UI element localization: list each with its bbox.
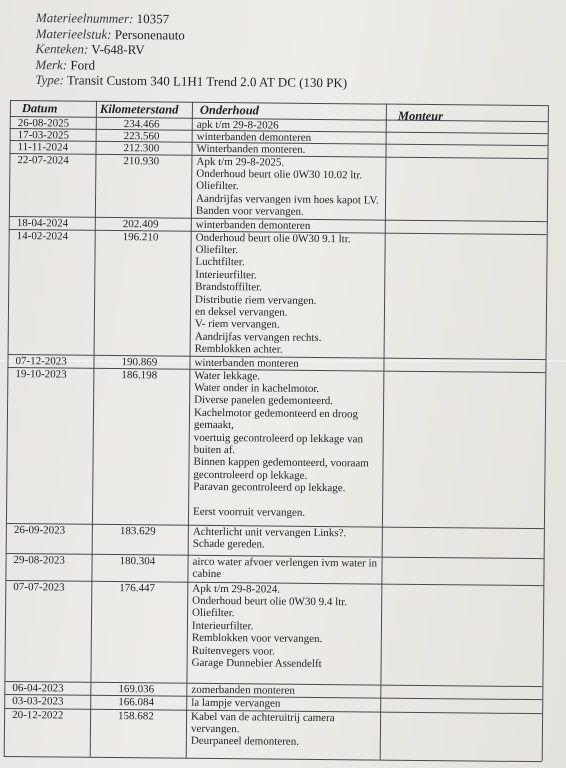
row-km: 176.447 bbox=[119, 581, 156, 594]
description-line: cabine bbox=[192, 567, 222, 580]
description-line: voertuig gecontroleerd op lekkage van bbox=[193, 431, 364, 445]
description-line: airco water afvoer verlengen ivm water in bbox=[192, 555, 378, 570]
row-description bbox=[192, 582, 348, 670]
row-date: 06-04-2023 bbox=[12, 681, 64, 695]
row-km: 186.198 bbox=[121, 368, 158, 381]
description-line: Onderhoud beurt olie 0W30 10.02 ltr. bbox=[196, 167, 363, 182]
row-date: 18-04-2024 bbox=[16, 216, 69, 230]
description-line: Water lekkage. bbox=[194, 369, 261, 382]
row-date: 07-07-2023 bbox=[13, 580, 65, 594]
header-kilometerstand: Kilometerstand bbox=[99, 101, 179, 117]
row-km: 212.300 bbox=[123, 141, 160, 154]
merk-label: Merk: bbox=[35, 56, 68, 73]
materieelnummer-label: Materieelnummer: bbox=[35, 10, 134, 27]
row-km: 223.560 bbox=[123, 129, 160, 142]
row-description bbox=[191, 710, 335, 749]
row-date: 11-11-2024 bbox=[17, 140, 69, 154]
description-line: winterbanden monteren bbox=[194, 356, 299, 370]
row-km: 180.304 bbox=[119, 554, 156, 567]
row-date: 19-10-2023 bbox=[15, 367, 67, 381]
row-km: 166.084 bbox=[118, 695, 155, 708]
row-description bbox=[193, 369, 370, 520]
description-line: gemaakt, bbox=[193, 418, 234, 432]
row-description bbox=[196, 218, 311, 232]
description-line: Winterbanden monteren. bbox=[196, 142, 306, 156]
materieelstuk-value: Personenauto bbox=[114, 26, 185, 43]
description-line: Binnen kappen gedemonteerd, vooraam bbox=[193, 456, 369, 470]
row-date: 22-07-2024 bbox=[17, 153, 69, 167]
kenteken-value: V-648-RV bbox=[91, 41, 145, 58]
table-rule bbox=[4, 756, 542, 762]
row-km: 169.036 bbox=[118, 682, 155, 695]
row-date: 14-02-2024 bbox=[16, 229, 69, 243]
description-line: Water onder in kachelmotor. bbox=[194, 381, 320, 395]
row-date: 20-12-2022 bbox=[12, 708, 64, 722]
row-description bbox=[195, 231, 351, 357]
description-line: la lampje vervangen bbox=[191, 696, 281, 710]
row-km: 183.629 bbox=[119, 524, 156, 537]
description-line: Schade gereden. bbox=[192, 537, 265, 551]
description-line: Deurpaneel demonteren. bbox=[190, 735, 300, 749]
description-line: Garage Dunnebier Assendelft bbox=[191, 656, 322, 670]
description-line: Diverse panelen gedemonteerd. bbox=[194, 394, 334, 408]
kenteken-label: Kenteken: bbox=[35, 41, 89, 57]
table-rule bbox=[380, 104, 387, 760]
description-line: Interieurfilter. bbox=[195, 268, 257, 282]
description-line: Distributie riem vervangen. bbox=[195, 293, 317, 307]
description-line: Oliefilter. bbox=[195, 243, 239, 257]
description-line: vervangen. bbox=[190, 722, 240, 736]
description-line: Interieurfilter. bbox=[191, 619, 254, 633]
row-km: 190.869 bbox=[121, 355, 158, 368]
description-line: Aandrijfas vervangen rechts. bbox=[194, 330, 322, 344]
row-date: 07-12-2023 bbox=[15, 354, 67, 368]
description-line: Banden voor vervangen. bbox=[195, 204, 304, 218]
description-line: Oliefilter. bbox=[192, 607, 235, 620]
row-description bbox=[196, 155, 379, 219]
description-line: Luchtfilter. bbox=[195, 256, 245, 269]
description-line: Oliefilter. bbox=[196, 180, 239, 193]
description-line: Ruitenvegers voor. bbox=[191, 644, 275, 658]
description-line: winterbanden demonteren bbox=[196, 130, 312, 144]
header-datum: Datum bbox=[21, 101, 58, 116]
description-line: Paravan gecontroleerd op lekkage. bbox=[193, 480, 346, 495]
table-rule bbox=[4, 100, 11, 756]
row-description bbox=[193, 525, 347, 551]
row-km: 234.466 bbox=[123, 117, 160, 130]
type-value: Transit Custom 340 L1H1 Trend 2.0 AT DC (130 PK) bbox=[66, 72, 348, 91]
description-line: zomerbanden monteren bbox=[191, 683, 295, 697]
description-line: buiten af. bbox=[193, 443, 236, 457]
type-label: Type: bbox=[35, 72, 64, 88]
row-date: 17-03-2025 bbox=[17, 128, 70, 142]
row-km: 158.682 bbox=[118, 709, 154, 722]
row-description bbox=[192, 555, 377, 582]
row-km: 202.409 bbox=[122, 217, 159, 230]
row-description bbox=[191, 696, 280, 709]
description-line: gecontroleerd op lekkage. bbox=[193, 468, 308, 482]
row-date: 26-08-2025 bbox=[17, 116, 70, 130]
header-monteur: Monteur bbox=[397, 108, 444, 124]
description-line: V- riem vervangen. bbox=[194, 318, 280, 331]
description-line: winterbanden demonteren bbox=[195, 218, 311, 232]
row-date: 03-03-2023 bbox=[12, 694, 64, 708]
row-description bbox=[196, 142, 305, 155]
row-km: 196.210 bbox=[122, 230, 159, 243]
table-rule bbox=[10, 100, 548, 106]
description-line: Aandrijfas vervangen ivm hoes kapot LV. bbox=[196, 192, 379, 207]
description-line: Kachelmotor gedemonteerd en droog bbox=[193, 406, 359, 421]
row-km: 210.930 bbox=[123, 154, 160, 167]
description-line: Achterlicht unit vervangen Links?. bbox=[192, 525, 347, 539]
description-line: Onderhoud beurt olie 0W30 9.4 ltr. bbox=[192, 594, 348, 609]
table-rule bbox=[542, 105, 549, 761]
description-line: Apk t/m 29-8-2024. bbox=[192, 582, 281, 596]
description-line: Apk t/m 29-8-2025. bbox=[196, 155, 285, 169]
description-line: Remblokken achter. bbox=[194, 342, 283, 356]
description-line: Remblokken voor vervangen. bbox=[191, 631, 323, 646]
header-onderhoud: Onderhoud bbox=[199, 102, 260, 118]
table-rule bbox=[90, 101, 97, 757]
description-line: apk t/m 29-8-2026 bbox=[196, 118, 279, 132]
description-line: Onderhoud beurt olie 0W30 9.1 ltr. bbox=[195, 231, 351, 245]
row-date: 26-09-2023 bbox=[13, 523, 66, 537]
materieelstuk-label: Materieelstuk: bbox=[35, 25, 112, 42]
row-description bbox=[194, 356, 298, 369]
description-line: Brandstoffilter. bbox=[195, 280, 262, 294]
description-line: Kabel van de achteruitrij camera bbox=[191, 710, 335, 724]
materieelnummer-value: 10357 bbox=[136, 11, 170, 27]
merk-value: Ford bbox=[70, 57, 96, 73]
description-line: en deksel vervangen. bbox=[194, 305, 288, 319]
description-line: Eerst voorruit vervangen. bbox=[192, 505, 306, 519]
row-date: 29-08-2023 bbox=[13, 553, 65, 567]
row-description bbox=[191, 683, 295, 696]
